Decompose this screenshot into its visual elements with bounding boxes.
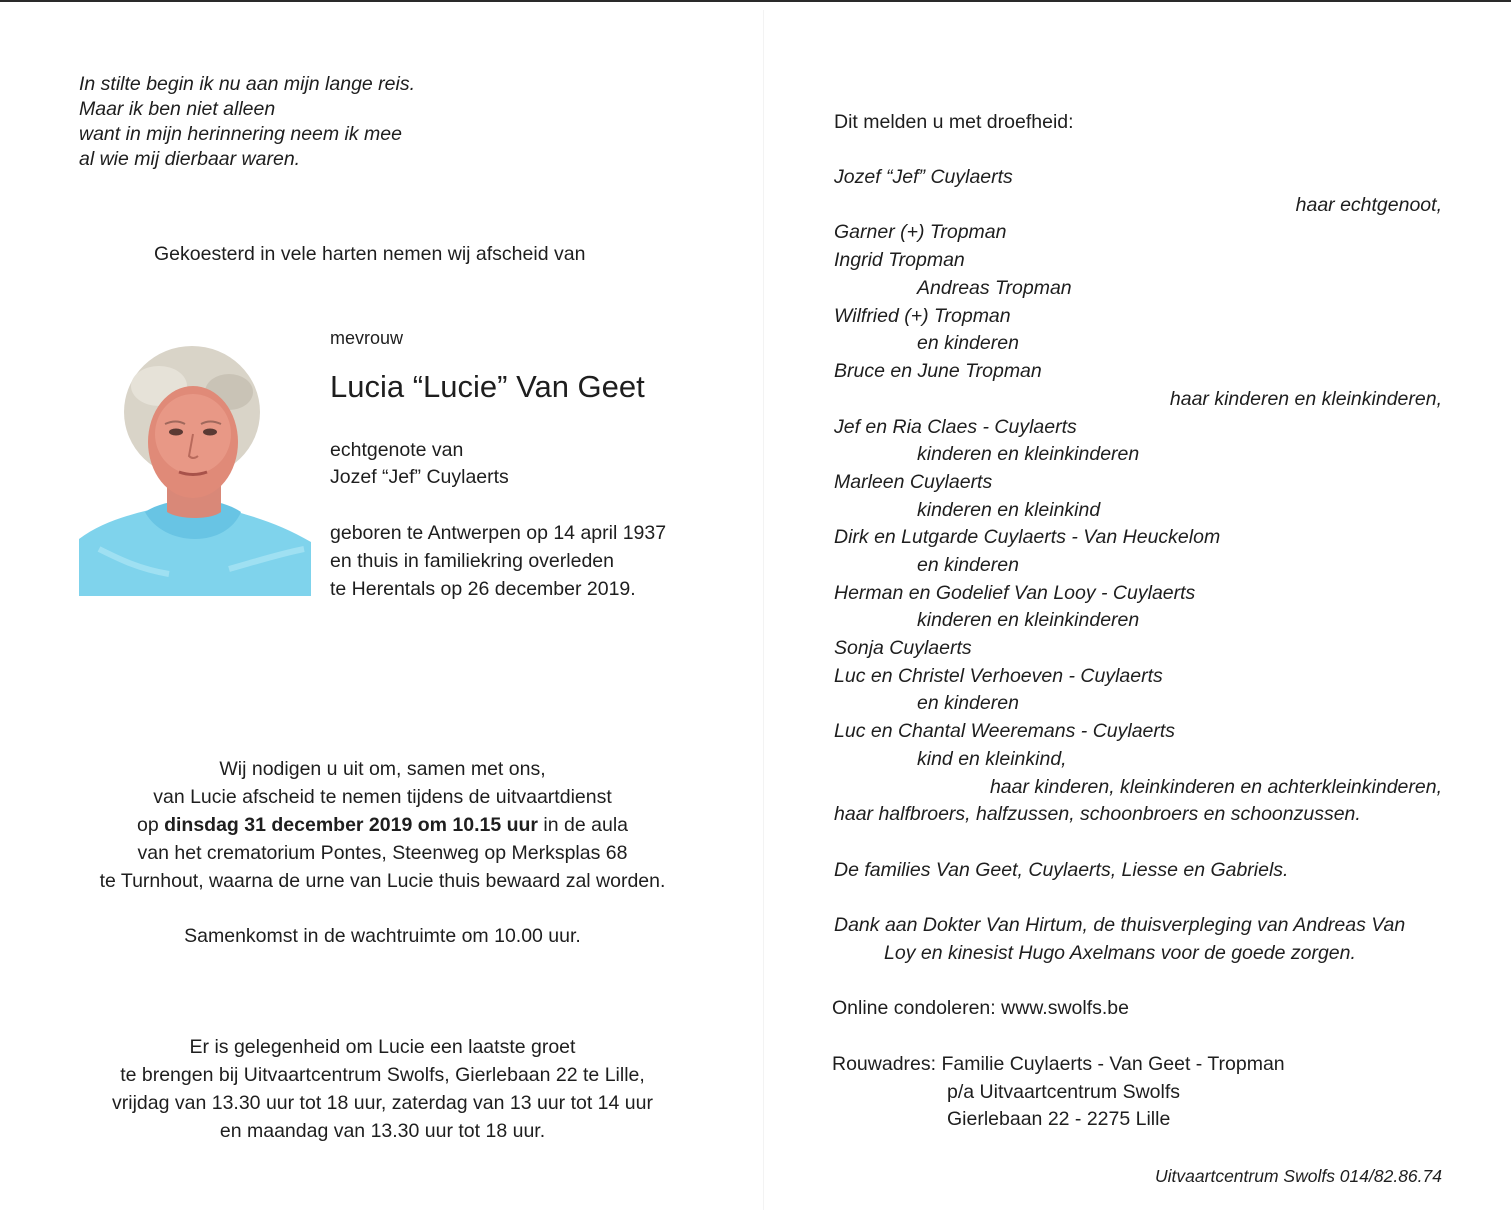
family-member: Ingrid Tropman xyxy=(834,249,965,271)
family-member: Luc en Christel Verhoeven - Cuylaerts xyxy=(834,665,1163,687)
family-member: Dirk en Lutgarde Cuylaerts - Van Heuckelom xyxy=(834,526,1221,548)
poem-line: want in mijn herinnering neem ik mee xyxy=(79,123,402,145)
life-line: en thuis in familiekring overleden xyxy=(330,550,614,572)
thanks-line: Dank aan Dokter Van Hirtum, de thuisverpleging van Andreas Van xyxy=(834,914,1406,936)
invitation-post: in de aula xyxy=(538,814,629,836)
invitation-line: van Lucie afscheid te nemen tijdens de uitvaartdienst xyxy=(153,786,612,808)
family-member: Luc en Chantal Weeremans - Cuylaerts xyxy=(834,720,1176,742)
thanks-line: Loy en kinesist Hugo Axelmans voor de goede zorgen. xyxy=(884,942,1356,964)
salutation: mevrouw xyxy=(330,328,404,348)
spouse-line-2: Jozef “Jef” Cuylaerts xyxy=(330,466,509,488)
family-member: Marleen Cuylaerts xyxy=(834,471,993,493)
family-role: haar kinderen en kleinkinderen, xyxy=(1169,388,1442,410)
poem-line: In stilte begin ik nu aan mijn lange reis. xyxy=(79,73,416,95)
life-line: geboren te Antwerpen op 14 april 1937 xyxy=(330,522,667,544)
family-member: en kinderen xyxy=(917,692,1019,714)
ceremony-datetime: dinsdag 31 december 2019 om 10.15 uur xyxy=(164,814,539,836)
invitation-line: Wij nodigen u uit om, samen met ons, xyxy=(219,758,546,780)
family-role: haar echtgenoot, xyxy=(1295,194,1442,216)
poem xyxy=(79,72,415,172)
visit-line: Er is gelegenheid om Lucie een laatste groet xyxy=(189,1036,576,1058)
family-member: Andreas Tropman xyxy=(917,277,1072,299)
family-member: Jef en Ria Claes - Cuylaerts xyxy=(834,416,1077,438)
poem-line: Maar ik ben niet alleen xyxy=(79,98,276,120)
visit-line: vrijdag van 13.30 uur tot 18 uur, zaterdag van 13 uur tot 14 uur xyxy=(112,1092,653,1114)
address-line: Gierlebaan 22 - 2275 Lille xyxy=(947,1108,1171,1130)
announce-text: Dit melden u met droefheid: xyxy=(834,111,1074,133)
family-siblings: haar halfbroers, halfzussen, schoonbroers en schoonzussen. xyxy=(834,803,1361,825)
gathering-text: Samenkomst in de wachtruimte om 10.00 uur. xyxy=(184,925,581,947)
invitation-pre: op xyxy=(136,814,165,836)
family-member: kinderen en kleinkinderen xyxy=(917,609,1140,631)
family-member: en kinderen xyxy=(917,332,1019,354)
top-border xyxy=(0,0,1511,2)
family-member: Herman en Godelief Van Looy - Cuylaerts xyxy=(834,582,1196,604)
footer-funeral-home: Uitvaartcentrum Swolfs 014/82.86.74 xyxy=(1155,1166,1442,1186)
visit-line: te brengen bij Uitvaartcentrum Swolfs, Gierlebaan 22 te Lille, xyxy=(120,1064,645,1086)
online-condolence: Online condoleren: www.swolfs.be xyxy=(832,997,1129,1019)
family-member: en kinderen xyxy=(917,554,1019,576)
intro-text: Gekoesterd in vele harten nemen wij afscheid van xyxy=(154,243,586,265)
portrait-photo xyxy=(79,334,311,596)
invitation-line: te Turnhout, waarna de urne van Lucie thuis bewaard zal worden. xyxy=(99,870,666,892)
family-member: Sonja Cuylaerts xyxy=(834,637,972,659)
spouse-line-1: echtgenote van xyxy=(330,439,464,461)
family-member: kinderen en kleinkinderen xyxy=(917,443,1140,465)
family-member: kinderen en kleinkind xyxy=(917,499,1101,521)
family-member: Garner (+) Tropman xyxy=(834,221,1007,243)
family-names: De families Van Geet, Cuylaerts, Liesse en Gabriels. xyxy=(834,859,1289,881)
family-member: Bruce en June Tropman xyxy=(834,360,1042,382)
family-role: haar kinderen, kleinkinderen en achterkleinkinderen, xyxy=(989,776,1442,798)
address-line: Rouwadres: Familie Cuylaerts - Van Geet - Tropman xyxy=(832,1053,1285,1075)
family-member: kind en kleinkind, xyxy=(917,748,1067,770)
deceased-name: Lucia “Lucie” Van Geet xyxy=(330,369,645,404)
poem-line: al wie mij dierbaar waren. xyxy=(79,148,301,170)
invitation-line: van het crematorium Pontes, Steenweg op Merksplas 68 xyxy=(137,842,628,864)
fold-line xyxy=(763,10,764,1210)
family-spouse: Jozef “Jef” Cuylaerts xyxy=(834,166,1013,188)
family-member: Wilfried (+) Tropman xyxy=(834,305,1011,327)
invitation-line xyxy=(60,812,705,840)
visit-line: en maandag van 13.30 uur tot 18 uur. xyxy=(219,1120,546,1142)
life-line: te Herentals op 26 december 2019. xyxy=(330,578,636,600)
address-line: p/a Uitvaartcentrum Swolfs xyxy=(947,1081,1181,1103)
